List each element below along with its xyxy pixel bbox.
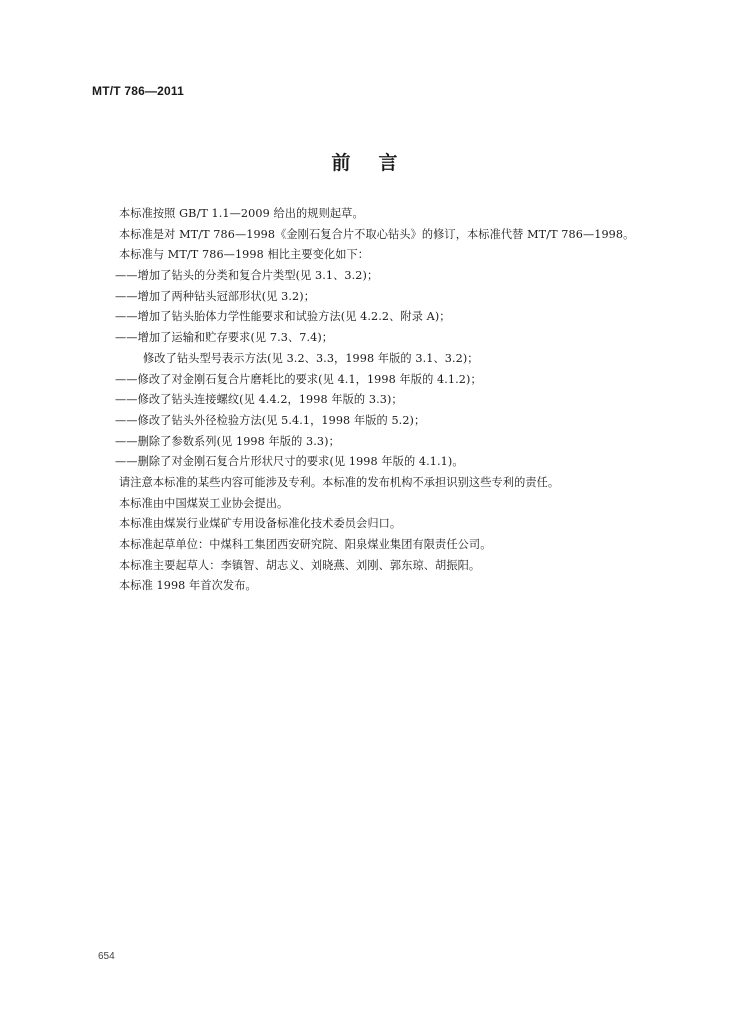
change-item: ——增加了钻头胎体力学性能要求和试验方法(见 4.2.2、附录 A)； [115, 310, 451, 324]
text-line: 本标准由煤炭行业煤矿专用设备标准化技术委员会归口。 [119, 517, 402, 531]
page-number: 654 [98, 951, 115, 962]
text-line: 本标准由中国煤炭工业协会提出。 [119, 496, 289, 510]
change-item: ——增加了运输和贮存要求(见 7.3、7.4)； [115, 331, 334, 345]
drafters: 本标准主要起草人：李镇智、胡志义、刘晓燕、刘刚、郭东琼、胡振阳。 [119, 558, 481, 572]
change-item: ——增加了钻头的分类和复合片类型(见 3.1、3.2)； [115, 269, 379, 283]
change-item: ——增加了两种钻头冠部形状(见 3.2)； [115, 289, 315, 303]
change-item: ——删除了对金刚石复合片形状尺寸的要求(见 1998 年版的 4.1.1)。 [115, 455, 464, 469]
text-line: 本标准与 MT/T 786—1998 相比主要变化如下： [119, 248, 370, 262]
patent-notice: 请注意本标准的某些内容可能涉及专利。本标准的发布机构不承担识别这些专利的责任。 [119, 475, 560, 489]
standard-code: MT/T 786—2011 [92, 84, 184, 98]
change-item: ——修改了钻头外径检验方法(见 5.4.1，1998 年版的 5.2)； [115, 413, 426, 427]
foreword-body [115, 204, 679, 597]
change-item: ——删除了参数系列(见 1998 年版的 3.3)； [115, 434, 340, 448]
first-release: 本标准 1998 年首次发布。 [119, 579, 257, 593]
change-item: ——修改了钻头连接螺纹(见 4.4.2，1998 年版的 3.3)； [115, 393, 403, 407]
foreword-title: 前言 [331, 152, 426, 174]
text-line: 本标准是对 MT/T 786—1998《金刚石复合片不取心钻头》的修订，本标准代替 MT/T 786—1998。 [119, 227, 635, 241]
drafting-units: 本标准起草单位：中煤科工集团西安研究院、阳泉煤业集团有限责任公司。 [119, 538, 492, 551]
text-line: 本标准按照 GB/T 1.1—2009 给出的规则起草。 [119, 207, 364, 220]
change-item: ——修改了对金刚石复合片磨耗比的要求(见 4.1，1998 年版的 4.1.2)； [115, 372, 482, 386]
change-item: 修改了钻头型号表示方法(见 3.2、3.3，1998 年版的 3.1、3.2)； [143, 351, 479, 365]
